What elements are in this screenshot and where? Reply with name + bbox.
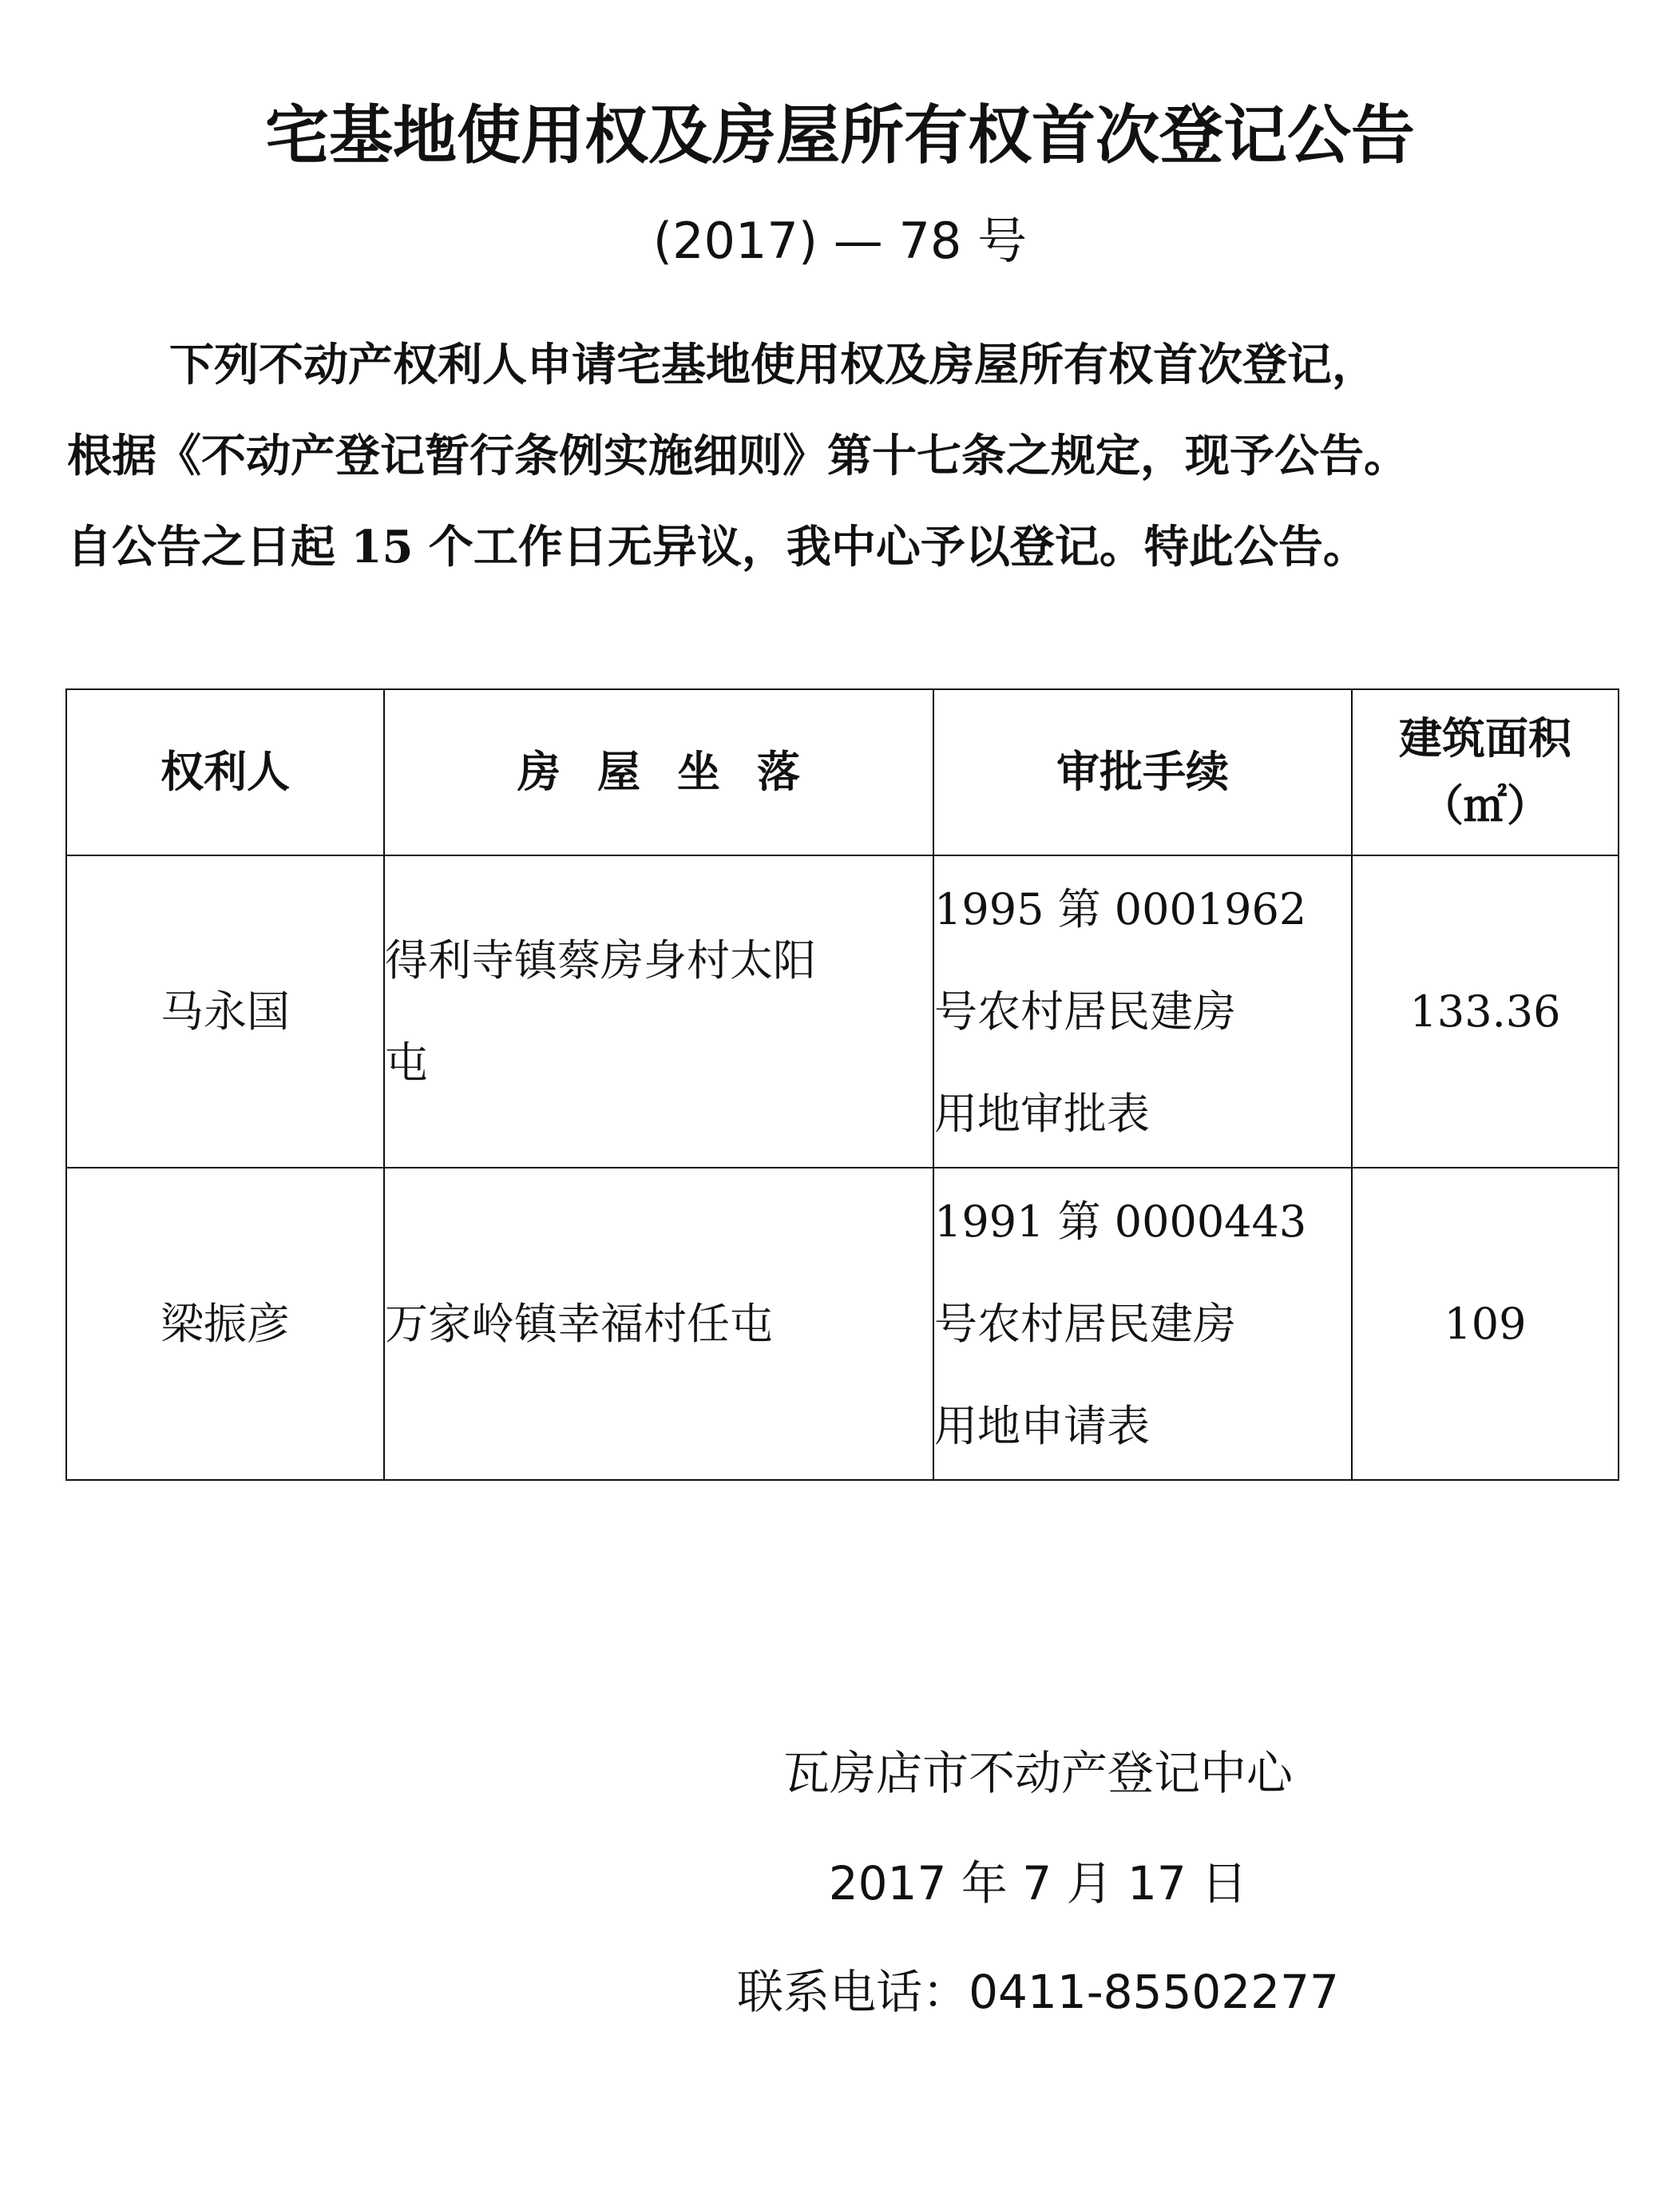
location-line: 得利寺镇蔡房身村太阳	[385, 934, 816, 986]
notice-body	[67, 319, 1632, 593]
issue-date: 2017 年 7 月 17 日	[828, 1856, 1248, 1910]
issuing-organization: 瓦房店市不动产登记中心	[783, 1746, 1293, 1800]
approval-line: 1995 第 0001962	[934, 883, 1307, 934]
approval-line: 用地申请表	[934, 1400, 1150, 1451]
approval-line: 号农村居民建房	[934, 986, 1236, 1037]
registration-table	[65, 688, 1619, 1481]
notice-title: 宅基地使用权及房屋所有权首次登记公告	[265, 98, 1415, 173]
location-line: 屯	[385, 1037, 428, 1088]
contact-phone: 联系电话：0411-85502277	[737, 1965, 1339, 2019]
table-row	[66, 855, 1619, 1168]
approval-line: 号农村居民建房	[934, 1298, 1236, 1349]
approval-line: 用地审批表	[934, 1088, 1150, 1139]
location-cell	[384, 1168, 933, 1480]
approval-line: 1991 第 0000443	[934, 1196, 1307, 1247]
header-area	[1352, 689, 1619, 855]
holder-cell: 马永国	[66, 855, 384, 1168]
location-cell	[384, 855, 933, 1168]
header-holder: 权利人	[66, 689, 384, 855]
area-cell: 133.36	[1352, 855, 1619, 1168]
holder-cell: 梁振彦	[66, 1168, 384, 1480]
header-approval: 审批手续	[933, 689, 1352, 855]
area-cell: 109	[1352, 1168, 1619, 1480]
body-line: 根据《不动产登记暂行条例实施细则》第十七条之规定，现予公告。	[67, 430, 1409, 482]
approval-cell	[933, 1168, 1352, 1480]
body-line: 自公告之日起 15 个工作日无异议，我中心予以登记。特此公告。	[67, 521, 1368, 573]
location-line: 万家岭镇幸福村任屯	[385, 1298, 773, 1349]
header-area-label: 建筑面积	[1399, 713, 1571, 764]
notice-number: (2017) — 78 号	[652, 212, 1028, 270]
table-row	[66, 1168, 1619, 1480]
table-header-row	[66, 689, 1619, 855]
header-area-unit: （㎡）	[1420, 780, 1550, 831]
approval-cell	[933, 855, 1352, 1168]
body-line: 下列不动产权利人申请宅基地使用权及房屋所有权首次登记，	[169, 339, 1377, 391]
header-location: 房屋坐落	[384, 689, 933, 855]
